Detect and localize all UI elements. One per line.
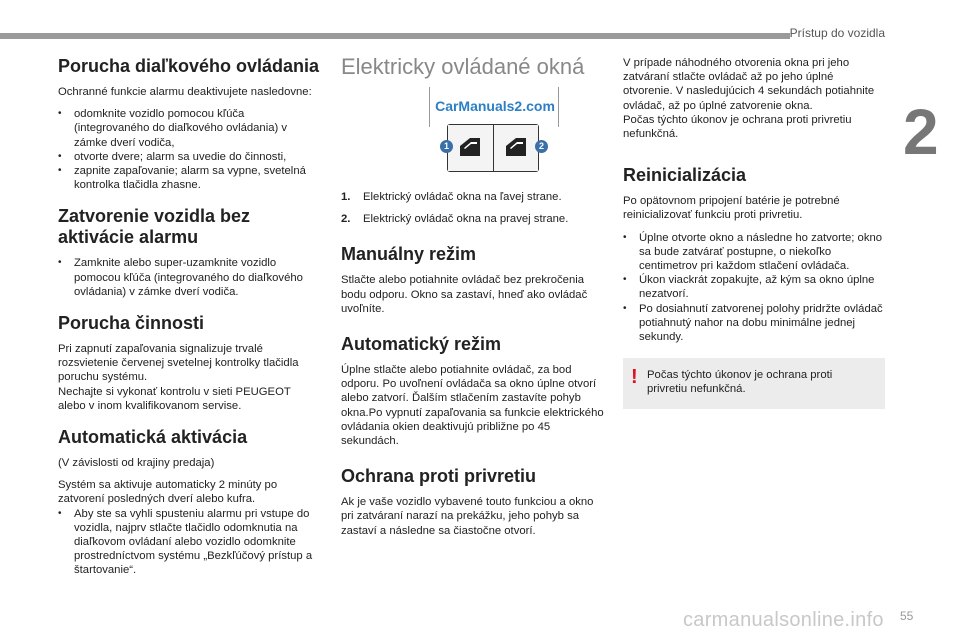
paragraph: Systém sa aktivuje automaticky 2 minúty po zatvorení posledných dverí alebo kufra. — [58, 479, 278, 506]
list-item-text: Aby ste sa vyhli spusteniu alarmu pri vstupe do vozidla, najprv stlačte tlačidlo odomknutia na diaľkovom ovládaní alebo vozidlo odomknite prostredníctvom systému „Bezkľúčový prístup a štartovanie“. — [74, 507, 313, 577]
column-right — [623, 56, 885, 409]
paragraph: Stlačte alebo potiahnite ovládač bez prekročenia bodu odporu. Okno sa zastaví, hneď ako ovládač uvoľníte. — [341, 274, 588, 315]
legend-text: Elektrický ovládač okna na pravej strane. — [363, 213, 569, 226]
right-window-switch — [494, 125, 539, 171]
bullet-icon: • — [58, 108, 62, 120]
heading-auto-activation: Automatická aktivácia — [58, 427, 248, 448]
list-item — [623, 273, 885, 301]
bullet-list — [623, 231, 885, 345]
left-window-switch — [448, 125, 494, 171]
warning-text: Počas týchto úkonov je ochrana proti privretiu nefunkčná. — [647, 369, 833, 396]
list-item — [58, 150, 320, 164]
column-left — [58, 56, 320, 592]
heading-remote-failure: Porucha diaľkového ovládania — [58, 56, 320, 76]
list-item — [58, 107, 320, 150]
list-item-text: Po dosiahnutí zatvorenej polohy pridržte ovládač potiahnutý nahor na dobu minimálne jednej sekundy. — [639, 302, 883, 344]
heading-auto-mode: Automatický režim — [341, 334, 502, 355]
heading-malfunction: Porucha činnosti — [58, 313, 205, 334]
list-item — [623, 302, 885, 345]
callout-1: 1 — [440, 140, 453, 153]
column-middle — [341, 56, 606, 552]
section-title: Prístup do vozidla — [789, 26, 885, 40]
paragraph: Pri zapnutí zapaľovania signalizuje trvalé rozsvietenie červenej svetelnej kontrolky tlačidla poruchu systému. — [58, 343, 299, 384]
list-item-text: zapnite zapaľovanie; alarm sa vypne, svetelná kontrolka tlačidla zhasne. — [74, 165, 306, 192]
bullet-icon: • — [58, 150, 62, 162]
paragraph: V prípade náhodného otvorenia okna pri jeho zatváraní stlačte ovládač až po jeho úplné otvorenie. V nasledujúcich 4 sekundách potiahnite ovládač, až po úplné zatvorenie okna. — [623, 57, 875, 112]
bullet-icon: • — [623, 231, 627, 243]
section-auto-mode — [341, 334, 606, 448]
window-switch-illustration — [425, 87, 565, 172]
figure-watermark: CarManuals2.com — [435, 98, 555, 114]
heading-lock-without-alarm: Zatvorenie vozidla bez aktivácie alarmu — [58, 206, 251, 248]
header-bar — [0, 33, 790, 39]
bullet-icon: • — [623, 274, 627, 286]
bullet-icon: • — [58, 507, 62, 519]
section-lock-without-alarm — [58, 206, 320, 299]
bullet-icon: • — [58, 165, 62, 177]
bullet-list — [58, 507, 320, 578]
heading-reinit: Reinicializácia — [623, 165, 747, 186]
legend-item — [341, 212, 606, 226]
window-icon — [504, 136, 528, 158]
heading-anti-pinch: Ochrana proti privretiu — [341, 466, 537, 487]
section-reinit — [623, 165, 885, 344]
paragraph: Úplne stlačte alebo potiahnite ovládač, za bod odporu. Po uvoľnení ovládača sa okno úplne otvorí alebo zatvorí. Ďalším stlačením zastavíte pohyb okna.Po vypnutí zapaľovania sa funkcie elektrického ovládania okien deaktivujú približne po 45 sekundách. — [341, 364, 604, 448]
paragraph: Ak je vaše vozidlo vybavené touto funkciou a okno pri zatváraní narazí na prekážku, jeho pohyb sa zastaví a následne sa čiastočne otvorí. — [341, 496, 594, 537]
list-item — [58, 507, 320, 578]
paragraph: Počas týchto úkonov je ochrana proti privretiu nefunkčná. — [623, 113, 852, 141]
section-auto-activation — [58, 427, 320, 578]
legend-number: 2. — [341, 213, 351, 226]
list-item-text: otvorte dvere; alarm sa uvedie do činnosti, — [74, 150, 287, 163]
heading-manual-mode: Manuálny režim — [341, 244, 477, 265]
paragraph: Nechajte si vykonať kontrolu v sieti PEUGEOT alebo v inom kvalifikovanom servise. — [58, 385, 291, 412]
section-manual-mode — [341, 244, 606, 316]
list-item — [58, 164, 320, 192]
bullet-list — [58, 107, 320, 192]
warning-box — [623, 358, 885, 408]
section-remote-failure — [58, 56, 320, 192]
page-number: 55 — [900, 609, 914, 623]
warning-icon: ! — [631, 366, 638, 389]
section-malfunction — [58, 313, 320, 413]
chapter-number: 2 — [903, 96, 939, 168]
bullet-icon: • — [58, 257, 62, 269]
list-item-text: Zamknite alebo super-uzamknite vozidlo pomocou kľúča (integrovaného do diaľkového ovládania) v zámke dverí vodiča. — [74, 257, 303, 298]
list-item — [623, 231, 885, 274]
paragraph: Po opätovnom pripojení batérie je potrebné reinicializovať funkciu proti privretiu. — [623, 195, 840, 222]
list-item — [58, 256, 320, 299]
switch-panel — [447, 124, 539, 172]
footer-watermark: carmanualsonline.info — [683, 609, 884, 631]
list-item-text: Úkon viackrát zopakujte, až kým sa okno úplne nezatvorí. — [639, 274, 875, 301]
legend-number: 1. — [341, 191, 351, 203]
legend-text: Elektrický ovládač okna na ľavej strane. — [363, 191, 562, 203]
paragraph: Ochranné funkcie alarmu deaktivujete nasledovne: — [58, 86, 312, 98]
heading-power-windows: Elektricky ovládané okná — [341, 54, 585, 79]
bullet-list — [58, 256, 320, 299]
bullet-icon: • — [623, 302, 627, 314]
legend-item — [341, 190, 606, 204]
section-anti-pinch — [341, 466, 606, 538]
list-item-text: odomknite vozidlo pomocou kľúča (integrovaného do diaľkového ovládania) v zámke dverí vodiča, — [74, 108, 288, 149]
list-item-text: Úplne otvorte okno a následne ho zatvorte; okno sa bude zatvárať postupne, o niekoľko centimetrov pri každom stlačení ovládača. — [639, 231, 883, 273]
callout-2: 2 — [535, 140, 548, 153]
window-icon — [458, 136, 482, 158]
paragraph: (V závislosti od krajiny predaja) — [58, 457, 215, 470]
